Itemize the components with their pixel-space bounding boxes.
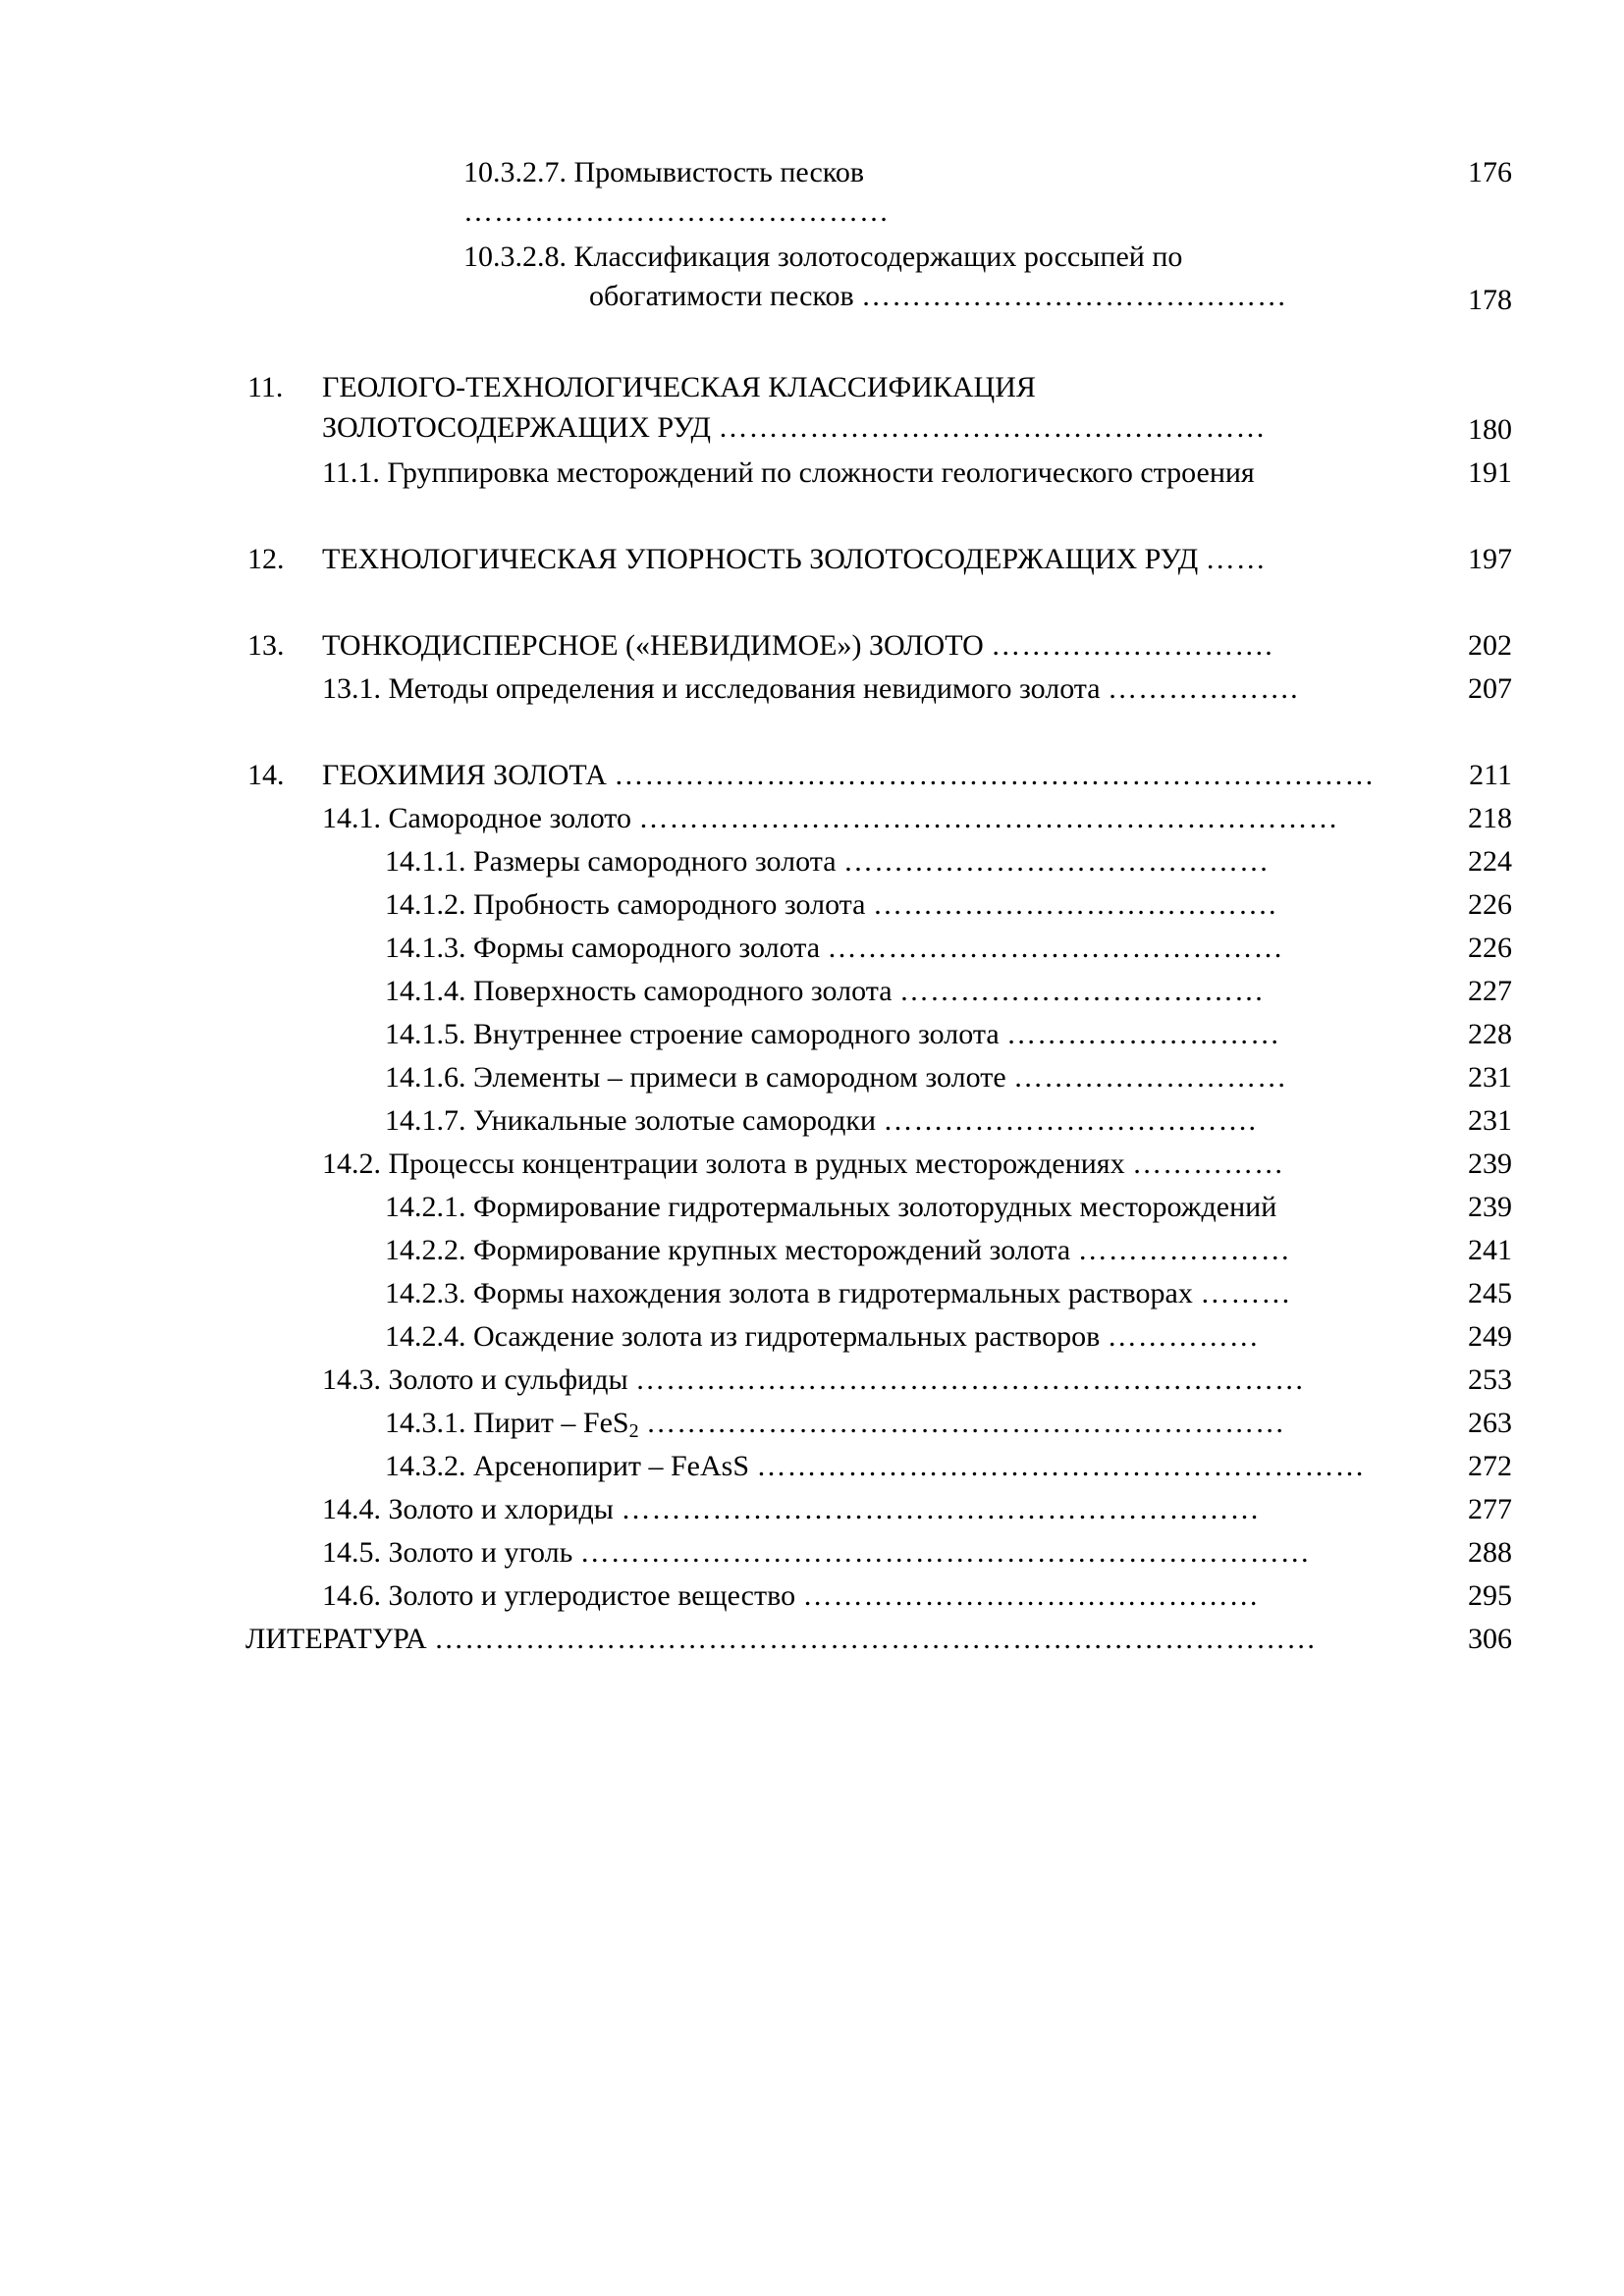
toc-entry-title: 14.1. Самородное золото [322, 802, 632, 834]
toc-entry-title: 14.1.5. Внутреннее строение самородного золота [385, 1018, 1000, 1050]
toc-leader: …………………………………. [872, 888, 1277, 921]
toc-page-number: 253 [1468, 1363, 1512, 1396]
toc-leader: ………………………………………………………………… [614, 759, 1376, 791]
toc-entry-literature [245, 1618, 1317, 1661]
toc-chapter-title: ГЕОХИМИЯ ЗОЛОТА ………………………………………………………………… [322, 759, 1376, 791]
toc-leader: ………………………. [991, 629, 1273, 662]
toc-entry [385, 1056, 1287, 1099]
toc-page-number: 197 [1468, 543, 1512, 575]
toc-page-number: 231 [1468, 1061, 1512, 1094]
toc-page-number: 180 [1468, 413, 1512, 446]
toc-leader: …………… [1107, 1320, 1260, 1353]
toc-entry-title: 14.1.7. Уникальные золотые самородки [385, 1104, 877, 1137]
toc-page-number: 249 [1468, 1320, 1512, 1353]
toc-entry-title: 14.1.3. Формы самородного золота [385, 932, 821, 964]
toc-entry [322, 1143, 1284, 1186]
toc-chapter-number: 11. [247, 371, 284, 403]
toc-leader: …… [1205, 543, 1267, 575]
toc-leader: ……………………… [1006, 1018, 1281, 1050]
toc-entry [385, 970, 1265, 1013]
toc-entry [385, 1445, 1366, 1488]
toc-page-number: 176 [1468, 156, 1512, 188]
toc-page-number: 263 [1468, 1407, 1512, 1439]
toc-page-number: 211 [1469, 759, 1512, 791]
subscript: 2 [628, 1420, 639, 1442]
toc-chapter-number: 13. [247, 629, 285, 662]
toc-page-number: 306 [1468, 1623, 1512, 1655]
toc-chapter-number: 12. [247, 543, 285, 575]
toc-leader: ……………………… [1013, 1061, 1288, 1094]
toc-page-number: 239 [1468, 1191, 1512, 1223]
toc-leader: ………………………………. [883, 1104, 1258, 1137]
toc-leader: …………………………………………………… [756, 1450, 1366, 1482]
toc-leader: ……………………………………………………… [646, 1407, 1286, 1439]
toc-entry-title: 14.3.1. Пирит – FeS [385, 1407, 629, 1439]
toc-entry [322, 1359, 1305, 1402]
toc-chapter-title: ГЕОЛОГО-ТЕХНОЛОГИЧЕСКАЯ КЛАССИФИКАЦИЯ [322, 371, 1036, 403]
toc-leader: ………………. [1108, 672, 1299, 705]
toc-leader: ……… [1200, 1277, 1292, 1309]
toc-leader: ……………………………………………… [718, 411, 1267, 444]
toc-page-number: 207 [1468, 672, 1512, 705]
toc-entry-title: 14.3.2. Арсенопирит – FeAsS [385, 1450, 750, 1482]
toc-chapter-title: ТОНКОДИСПЕРСНОЕ («НЕВИДИМОЕ») ЗОЛОТО ………………………. [322, 629, 1273, 662]
toc-leader: ……………………………………………………………… [579, 1536, 1311, 1569]
toc-page-number: 272 [1468, 1450, 1512, 1482]
toc-leader: ……………………………………… [827, 932, 1284, 964]
toc-page-number: 288 [1468, 1536, 1512, 1569]
toc-page-number: 191 [1468, 456, 1512, 489]
toc-leader: …………………………………… [843, 845, 1271, 878]
toc-entry [385, 1402, 1285, 1445]
toc-page-number: 241 [1468, 1234, 1512, 1266]
toc-entry [322, 1575, 1260, 1618]
toc-entry [322, 797, 1339, 840]
toc-entry-title: 14.2.4. Осаждение золота из гидротермальных растворов [385, 1320, 1101, 1353]
toc-page-number: 226 [1468, 888, 1512, 921]
toc-chapter-title-continuation: ЗОЛОТОСОДЕРЖАЩИХ РУД ……………………………………………… [322, 411, 1267, 444]
toc-entry [463, 236, 1182, 279]
toc-leader: ……………………………… [899, 975, 1266, 1007]
toc-page-number: 178 [1468, 284, 1512, 316]
toc-entry-title: 14.1.4. Поверхность самородного золота [385, 975, 893, 1007]
toc-entry-title: 14.6. Золото и углеродистое вещество [322, 1579, 796, 1612]
toc-chapter-number: 14. [247, 759, 285, 791]
toc-chapter [247, 754, 285, 797]
toc-page-number: 226 [1468, 932, 1512, 964]
toc-page-number: 227 [1468, 975, 1512, 1007]
toc-page-number: 228 [1468, 1018, 1512, 1050]
toc-entry-title: 11.1. Группировка месторождений по сложности геологического строения [322, 456, 1255, 489]
toc-entry [385, 1186, 1276, 1229]
toc-entry-title: 14.1.1. Размеры самородного золота [385, 845, 837, 878]
toc-entry [385, 1272, 1291, 1315]
toc-leader: …………… [1132, 1148, 1285, 1180]
toc-entry [385, 1013, 1280, 1056]
toc-leader: ……………………………………………………… [621, 1493, 1261, 1525]
toc-page-number: 295 [1468, 1579, 1512, 1612]
toc-page-number: 224 [1468, 845, 1512, 878]
toc-entry-title: ЛИТЕРАТУРА [245, 1623, 427, 1655]
toc-entry-title: 14.4. Золото и хлориды [322, 1493, 614, 1525]
toc-entry-continuation: обогатимости песков …………………………………… [589, 280, 1288, 312]
toc-page-number: 245 [1468, 1277, 1512, 1309]
toc-entry-title: 14.1.2. Пробность самородного золота [385, 888, 866, 921]
toc-entry [322, 667, 1299, 711]
toc-page-number: 239 [1468, 1148, 1512, 1180]
toc-chapter [247, 538, 285, 581]
toc-entry-title: 14.3. Золото и сульфиды [322, 1363, 628, 1396]
toc-leader: …………………………………… [463, 195, 890, 228]
toc-chapter-title: ТЕХНОЛОГИЧЕСКАЯ УПОРНОСТЬ ЗОЛОТОСОДЕРЖАЩИХ РУД …… [322, 543, 1267, 575]
toc-page-number: 202 [1468, 629, 1512, 662]
toc-leader: ……………………………………… [802, 1579, 1260, 1612]
toc-entry-title: 13.1. Методы определения и исследования невидимого золота [322, 672, 1101, 705]
toc-entry [385, 927, 1284, 970]
toc-entry [385, 1229, 1291, 1272]
toc-entry [322, 452, 1255, 495]
toc-entry-title: 10.3.2.7. Промывистость песков [463, 156, 864, 188]
toc-entry-title: 14.1.6. Элементы – примеси в самородном золоте [385, 1061, 1006, 1094]
toc-entry-title: 14.2.2. Формирование крупных месторождений золота [385, 1234, 1071, 1266]
toc-entry [463, 151, 864, 194]
toc-leader: …………………………………………………………… [638, 802, 1339, 834]
toc-entry [322, 1488, 1260, 1531]
toc-leader: …………………………………………………………………………… [434, 1623, 1318, 1655]
toc-page-number: 218 [1468, 802, 1512, 834]
toc-entry [385, 840, 1270, 883]
toc-page-number: 277 [1468, 1493, 1512, 1525]
toc-leader: ………………… [1077, 1234, 1291, 1266]
toc-chapter [247, 624, 285, 667]
toc-entry-title: 14.2. Процессы концентрации золота в рудных месторождениях [322, 1148, 1125, 1180]
toc-entry [385, 883, 1276, 927]
toc-page-number: 231 [1468, 1104, 1512, 1137]
toc-entry [385, 1099, 1257, 1143]
toc-leader: ………………………………………………………… [635, 1363, 1306, 1396]
toc-leader: …………………………………… [861, 280, 1288, 312]
toc-entry [322, 1531, 1311, 1575]
toc-chapter [247, 366, 283, 409]
toc-entry-title: 14.2.1. Формирование гидротермальных золоторудных месторождений [385, 1191, 1277, 1223]
toc-entry-title: 14.2.3. Формы нахождения золота в гидротермальных растворах [385, 1277, 1193, 1309]
toc-entry [385, 1315, 1260, 1359]
toc-entry-title: 14.5. Золото и уголь [322, 1536, 573, 1569]
toc-entry-title: 10.3.2.8. Классификация золотосодержащих россыпей по [463, 240, 1183, 273]
